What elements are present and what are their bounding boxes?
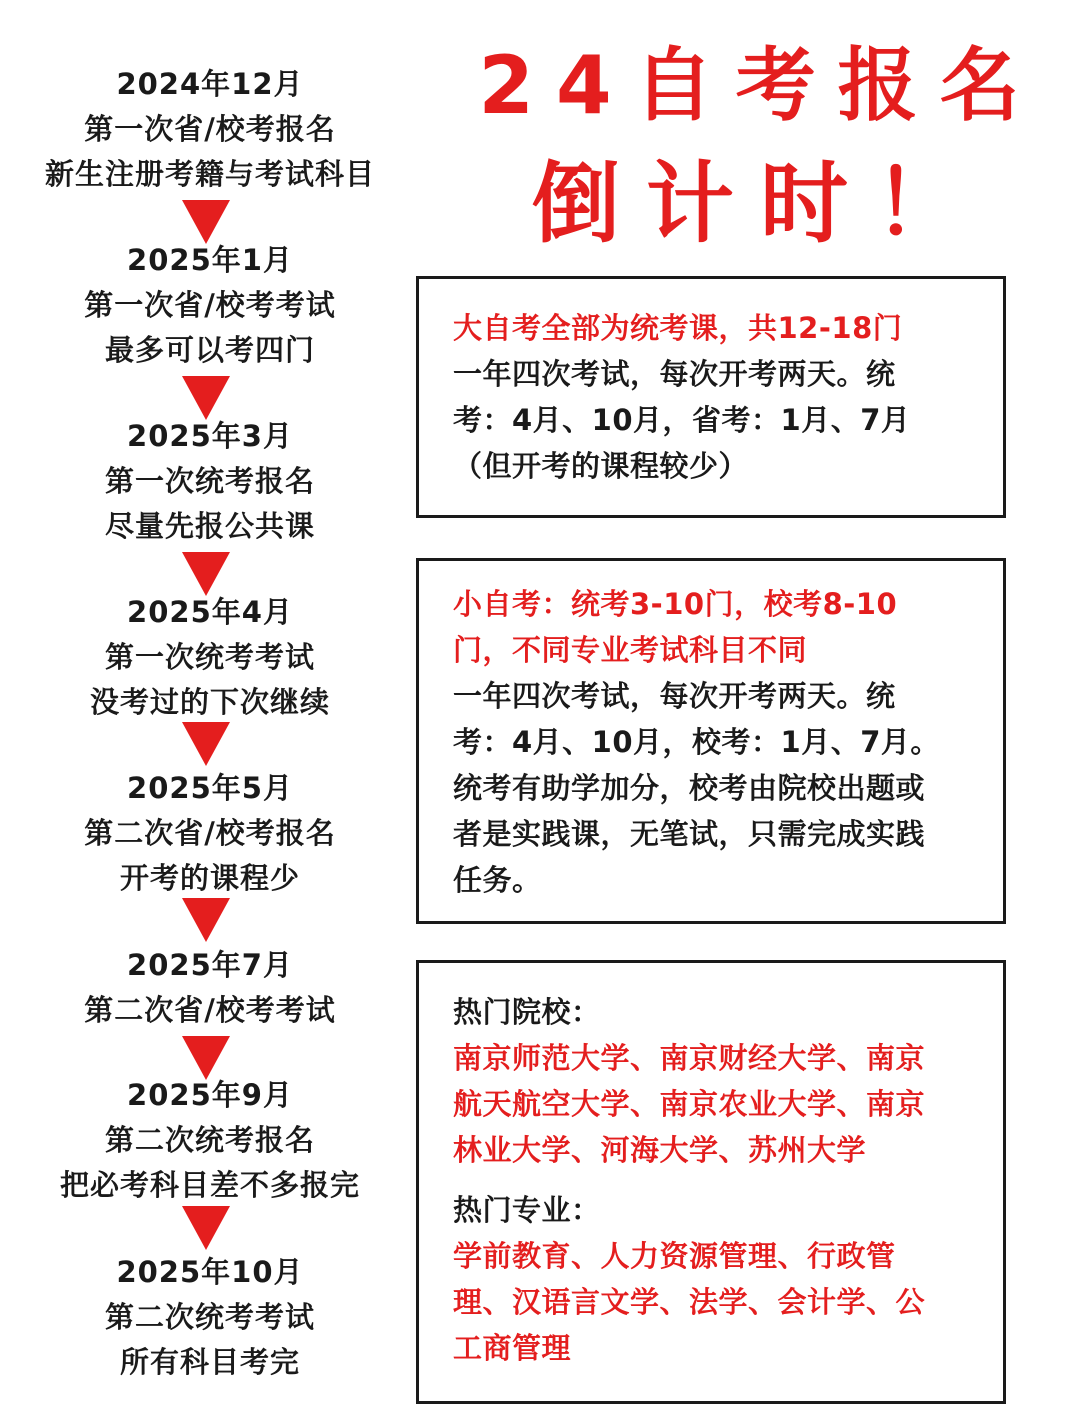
majors-list: 学前教育、人力资源管理、行政管 [453,1239,896,1273]
step-line: 第一次统考考试 [104,640,315,674]
step-date: 2025年9月 [127,1078,293,1112]
schools-list: 林业大学、河海大学、苏州大学 [453,1133,867,1167]
step-line: 所有科目考完 [119,1345,300,1379]
box-text: 统考有助学加分，校考由院校出题或 [453,771,926,805]
step-line: 把必考科目差不多报完 [59,1168,360,1202]
step-line: 最多可以考四门 [104,333,315,367]
timeline-step [0,1250,420,1385]
step-line: 第二次统考报名 [104,1123,315,1157]
step-date: 2025年10月 [116,1255,304,1289]
step-line: 第二次统考考试 [104,1300,315,1334]
box-heading: 门，不同专业考试科目不同 [453,633,808,667]
timeline-step [0,943,420,1033]
box-text: 者是实践课，无笔试，只需完成实践 [453,817,926,851]
step-date: 2025年1月 [127,243,293,277]
step-line: 尽量先报公共课 [104,509,315,543]
down-arrow-icon [182,722,230,766]
box-heading: 大自考全部为统考课，共12-18门 [453,311,903,345]
step-line: 第二次省/校考报名 [84,816,336,850]
timeline-step [0,62,420,197]
step-line: 第一次省/校考考试 [84,288,336,322]
step-line: 新生注册考籍与考试科目 [44,157,375,191]
spacer [453,1173,973,1187]
step-date: 2025年4月 [127,595,293,629]
box-text: 考：4月、10月，省考：1月、7月 [453,403,911,437]
schools-list: 航天航空大学、南京农业大学、南京 [453,1087,926,1121]
box-text: 任务。 [453,863,542,897]
step-date: 2025年5月 [127,771,293,805]
timeline-step [0,414,420,549]
page-subtitle: 倒计时！ [531,152,988,255]
down-arrow-icon [182,1206,230,1250]
majors-list: 工商管理 [453,1331,572,1365]
step-line: 没考过的下次继续 [89,685,330,719]
timeline-step [0,238,420,373]
box-text: 考：4月、10月，校考：1月、7月。 [453,725,940,759]
majors-list: 理、汉语言文学、法学、会计学、公 [453,1285,926,1319]
step-date: 2025年3月 [127,419,293,453]
timeline-step [0,590,420,725]
step-date: 2025年7月 [127,948,293,982]
step-date: 2024年12月 [116,67,304,101]
info-box-small-exam [416,558,1006,924]
majors-label: 热门专业： [453,1193,601,1227]
schools-label: 热门院校： [453,995,601,1029]
step-line: 第二次省/校考考试 [84,993,336,1027]
box-heading: 小自考：统考3-10门，校考8-10 [453,587,898,621]
info-box-popular [416,960,1006,1404]
step-line: 第一次省/校考报名 [84,112,336,146]
step-line: 第一次统考报名 [104,464,315,498]
down-arrow-icon [182,898,230,942]
timeline-step [0,1073,420,1208]
step-line: 开考的课程少 [119,861,300,895]
box-text: 一年四次考试，每次开考两天。统 [453,357,896,391]
box-text: （但开考的课程较少） [453,449,749,483]
box-text: 一年四次考试，每次开考两天。统 [453,679,896,713]
page-title: 24自考报名 [478,39,1042,132]
timeline-step [0,766,420,901]
schools-list: 南京师范大学、南京财经大学、南京 [453,1041,926,1075]
info-box-big-exam [416,276,1006,518]
